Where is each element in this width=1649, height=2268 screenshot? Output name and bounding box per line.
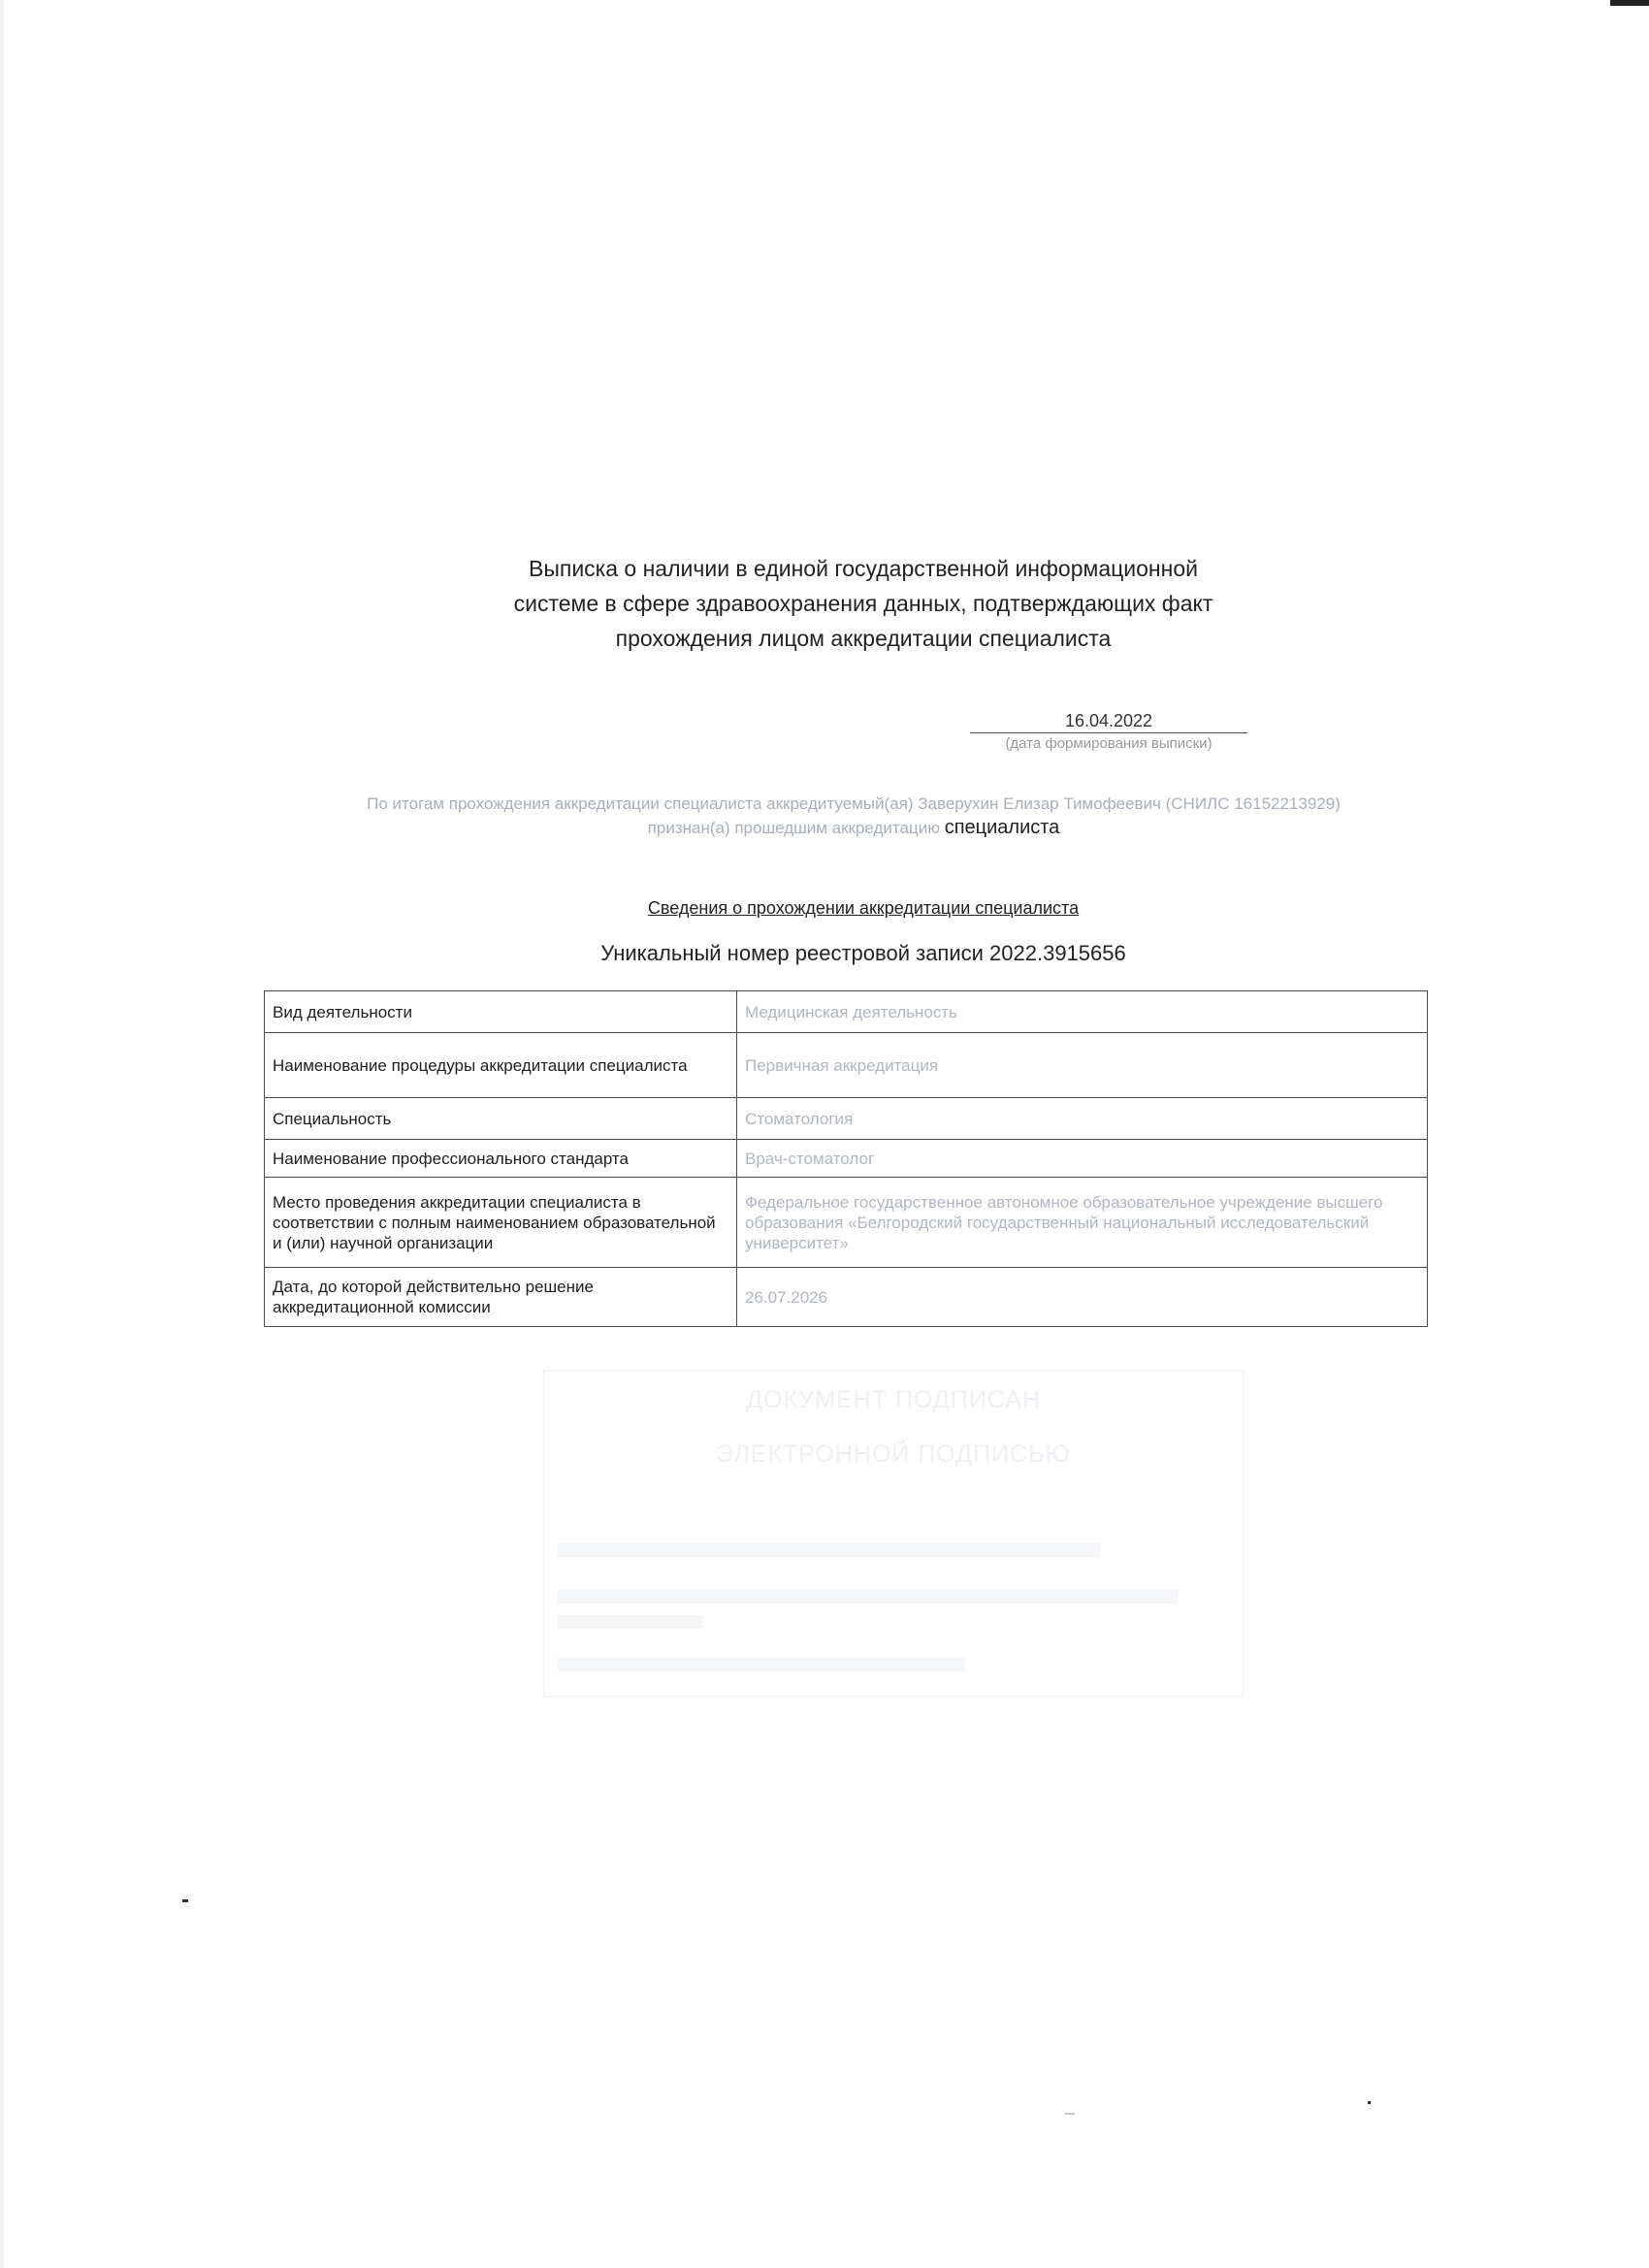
- row-value: Медицинская деятельность: [737, 991, 1428, 1033]
- formation-date-caption: (дата формирования выписки): [1005, 735, 1212, 752]
- scan-speck: [1368, 2101, 1371, 2104]
- row-value: Федеральное государственное автономное образовательное учреждение высшего образования «Белгородский государственный национальный исследовательский университет»: [737, 1178, 1428, 1268]
- table-row: [265, 1098, 1428, 1140]
- title-line: прохождения лицом аккредитации специалиста: [615, 626, 1112, 651]
- scan-speck: [182, 1899, 188, 1902]
- result-text-faint: признан(а) прошедшим аккредитацию: [647, 819, 940, 837]
- stamp-text-line: [558, 1658, 965, 1671]
- row-label: Вид деятельности: [265, 991, 737, 1033]
- stamp-text-line: [558, 1590, 1179, 1604]
- formation-date: 16.04.2022: [970, 710, 1247, 733]
- row-value: Стоматология: [737, 1098, 1428, 1140]
- accreditation-result-line: По итогам прохождения аккредитации специалиста аккредитуемый(ая) Заверухин Елизар Тимофеевич (СНИЛС 16152213929): [367, 794, 1341, 813]
- scan-speck: [1065, 2113, 1075, 2115]
- row-value: Врач-стоматолог: [737, 1140, 1428, 1178]
- row-value: 26.07.2026: [737, 1268, 1428, 1327]
- table-row: [265, 1178, 1428, 1268]
- table-row: [265, 991, 1428, 1033]
- row-label: Специальность: [265, 1098, 737, 1140]
- electronic-signature-stamp: [543, 1370, 1244, 1697]
- table-row: [265, 1033, 1428, 1098]
- row-label: Место проведения аккредитации специалиста в соответствии с полным наименованием образовательной и (или) научной организации: [265, 1178, 737, 1268]
- scan-corner-mark: [1610, 0, 1649, 6]
- formation-date-block: [970, 710, 1247, 754]
- stamp-text-line: [558, 1615, 703, 1629]
- section-title: Сведения о прохождении аккредитации специалиста: [647, 898, 1080, 918]
- stamp-heading: ЭЛЕКТРОННОЙ ПОДПИСЬЮ: [716, 1441, 1071, 1468]
- scan-edge: [0, 0, 4, 2268]
- title-line: системе в сфере здравоохранения данных, подтверждающих факт: [513, 591, 1213, 616]
- row-label: Наименование профессионального стандарта: [265, 1140, 737, 1178]
- result-text-dark: специалиста: [944, 817, 1060, 838]
- accreditation-info-table: [264, 990, 1428, 1327]
- accreditation-result-line: [262, 817, 1445, 839]
- row-label: Наименование процедуры аккредитации специалиста: [265, 1033, 737, 1098]
- registry-record-number: Уникальный номер реестровой записи 2022.3915656: [600, 941, 1126, 965]
- stamp-text-line: [558, 1543, 1101, 1557]
- stamp-heading: ДОКУМЕНТ ПОДПИСАН: [746, 1386, 1041, 1413]
- table-row: [265, 1268, 1428, 1327]
- title-line: Выписка о наличии в единой государственной информационной: [529, 556, 1198, 581]
- table-row: [265, 1140, 1428, 1178]
- row-value: Первичная аккредитация: [737, 1033, 1428, 1098]
- document-title: [407, 551, 1319, 656]
- row-label: Дата, до которой действительно решение аккредитационной комиссии: [265, 1268, 737, 1327]
